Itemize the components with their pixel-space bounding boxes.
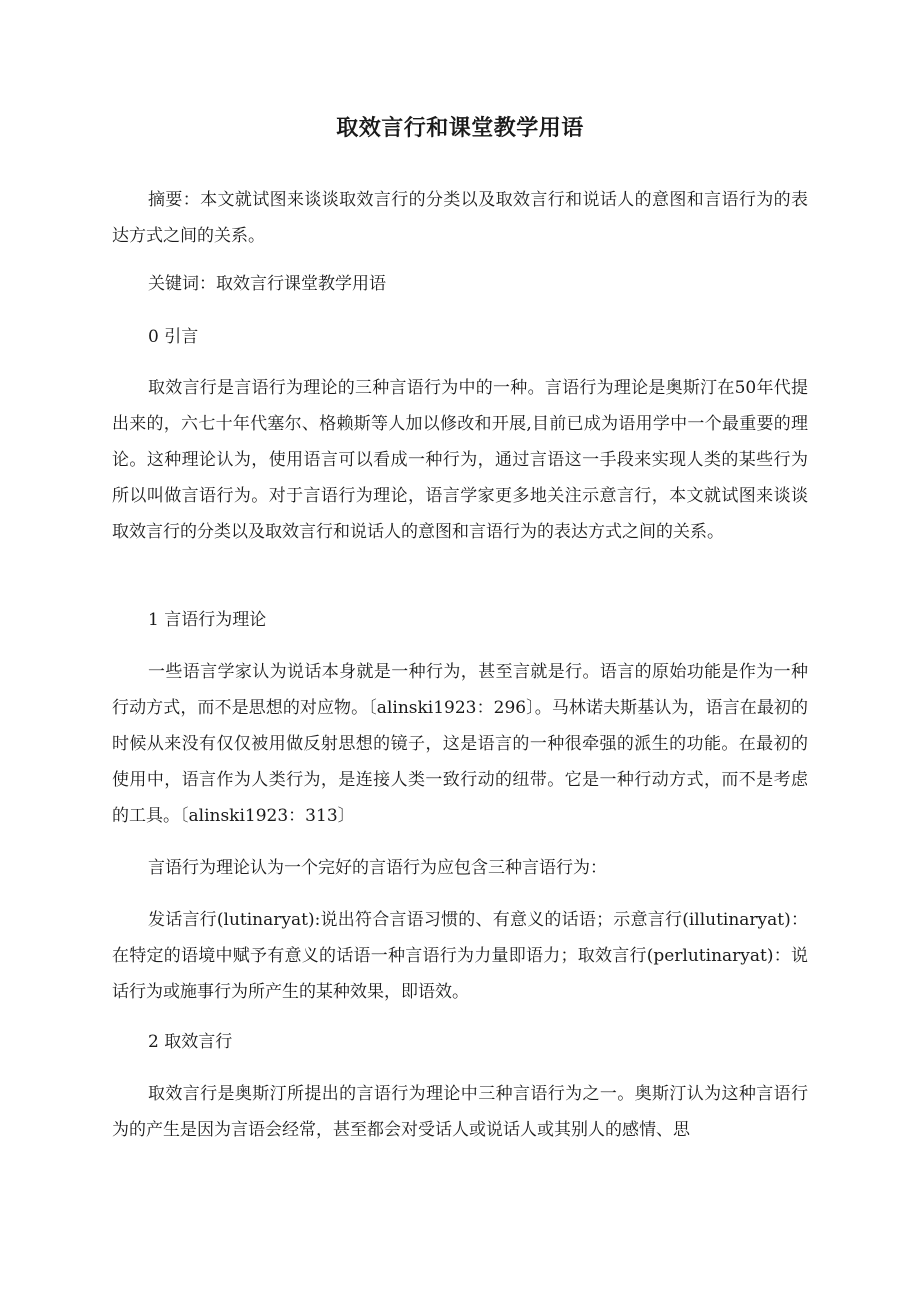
three-acts-intro-paragraph: 言语行为理论认为一个完好的言语行为应包含三种言语行为：	[148, 858, 607, 878]
intro-paragraph: 取效言行是言语行为理论的三种言语行为中的一种。言语行为理论是奥斯汀在50年代提出来的，六七十年代塞尔、格赖斯等人加以修改和开展,目前已成为语用学中一个最重要的理论。这种理论认为，使用语言可以看成一种行为，通过言语这一手段来实现人类的某些行为所以叫做言语行为。对于言语行为理论，语言学家更多地关注示意言行，本文就试图来谈谈取效言行的分类以及取效言行和说话人的意图和言语行为的表达方式之间的关系。	[112, 378, 808, 542]
three-acts-definition-paragraph: 发话言行(lutinaryat):说出符合言语习惯的、有意义的话语；示意言行(illutinaryat)：在特定的语境中赋予有意义的话语一种言语行为力量即语力；取效言行(perlutinaryat)：说话行为或施事行为所产生的某种效果，即语效。	[112, 910, 808, 1002]
section-heading-perlocutionary-act: 2 取效言行	[148, 1032, 233, 1052]
abstract-paragraph: 摘要：本文就试图来谈谈取效言行的分类以及取效言行和说话人的意图和言语行为的表达方式之间的关系。	[112, 190, 808, 246]
keywords-paragraph: 关键词：取效言行课堂教学用语	[148, 274, 386, 294]
section-heading-intro: 0 引言	[148, 327, 199, 347]
section-heading-speech-act-theory: 1 言语行为理论	[148, 610, 267, 630]
document-title: 取效言行和课堂教学用语	[336, 115, 584, 141]
speech-act-theory-paragraph: 一些语言学家认为说话本身就是一种行为，甚至言就是行。语言的原始功能是作为一种行动方式，而不是思想的对应物。〔alinski1923：296〕。马林诺夫斯基认为，语言在最初的时候从来没有仅仅被用做反射思想的镜子，这是语言的一种很牵强的派生的功能。在最初的使用中，语言作为人类行为，是连接人类一致行动的纽带。它是一种行动方式，而不是考虑的工具。〔alinski1923：313〕	[112, 662, 808, 826]
perlocutionary-act-paragraph: 取效言行是奥斯汀所提出的言语行为理论中三种言语行为之一。奥斯汀认为这种言语行为的产生是因为言语会经常，甚至都会对受话人或说话人或其别人的感情、思	[112, 1084, 808, 1140]
